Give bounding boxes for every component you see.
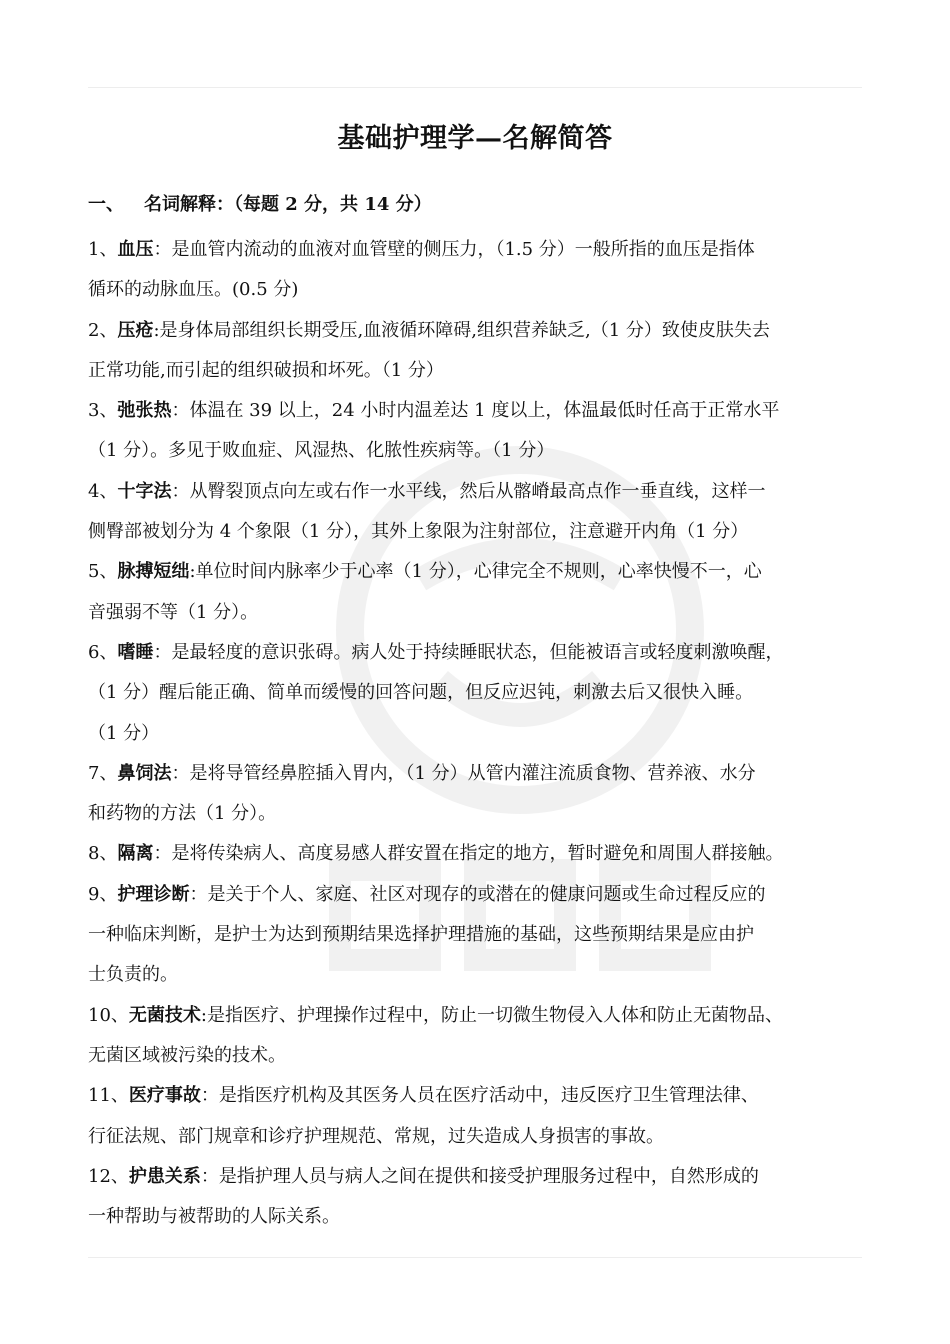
definition-number: 9、	[88, 883, 118, 905]
definition-term: 护理诊断	[117, 883, 190, 905]
definition-item	[88, 552, 888, 633]
definition-separator: ：	[171, 400, 190, 422]
definition-text-line: 是将导管经鼻腔插入胃内，（1 分）从管内灌注流质食物、营养液、水分	[189, 762, 756, 784]
definition-separator: ：	[153, 641, 172, 663]
definition-text-line: （1 分）。多见于败血症、风湿热、化脓性疾病等。（1 分）	[88, 440, 555, 462]
definition-term: 无菌技术	[128, 1004, 201, 1026]
definition-number: 4、	[88, 480, 118, 502]
definition-number: 3、	[88, 400, 118, 422]
definition-item	[88, 1076, 888, 1157]
definition-separator: ：	[200, 1165, 219, 1187]
definition-separator: ：	[153, 843, 172, 865]
page-title: 基础护理学—名解简答	[337, 123, 613, 154]
definition-text-line: 一种帮助与被帮助的人际关系。	[88, 1206, 340, 1228]
definition-number: 8、	[88, 843, 118, 865]
definition-text-line: 正常功能,而引起的组织破损和坏死。（1 分）	[88, 359, 444, 381]
definition-text-line: 单位时间内脉率少于心率（1 分），心律完全不规则，心率快慢不一，心	[195, 561, 762, 583]
definition-item	[88, 1157, 888, 1238]
definition-number: 1、	[88, 239, 118, 260]
definition-item	[88, 754, 888, 835]
definition-list	[88, 230, 888, 1237]
section-heading	[88, 190, 432, 216]
definition-term: 隔离	[117, 843, 154, 865]
definition-term: 护患关系	[128, 1165, 201, 1187]
definition-term: 压疮	[117, 319, 154, 341]
definition-text-line: 无菌区域被污染的技术。	[88, 1044, 286, 1066]
definition-text-line: 是最轻度的意识张碍。病人处于持续睡眠状态，但能被语言或轻度刺激唤醒，	[171, 641, 784, 663]
definition-term: 血压	[117, 239, 154, 260]
definition-term: 十字法	[117, 480, 172, 502]
definition-separator: :	[153, 319, 160, 341]
definition-separator: ：	[171, 480, 190, 502]
definition-term: 嗜睡	[117, 641, 154, 663]
definition-text-line: 是指护理人员与病人之间在提供和接受护理服务过程中，自然形成的	[218, 1165, 759, 1187]
section-number: 一、	[88, 194, 124, 215]
bottom-divider	[88, 1257, 862, 1258]
definition-number: 10、	[88, 1004, 129, 1026]
definition-item	[88, 633, 888, 754]
definition-text-line: 体温在 39 以上，24 小时内温差达 1 度以上，体温最低时任高于正常水平	[189, 400, 780, 422]
definition-separator: ：	[171, 762, 190, 784]
top-divider	[88, 87, 862, 88]
definition-term: 医疗事故	[128, 1085, 201, 1107]
definition-text-line: 音强弱不等（1 分）。	[88, 601, 259, 623]
definition-text-line: 是将传染病人、高度易感人群安置在指定的地方，暂时避免和周围人群接触。	[171, 843, 784, 865]
definition-text-line: 一种临床判断，是护士为达到预期结果选择护理措施的基础，这些预期结果是应由护	[88, 924, 754, 946]
definition-text-line: （1 分）醒后能正确、简单而缓慢的回答问题，但反应迟钝，刺激去后又很快入睡。	[88, 682, 754, 704]
definition-item	[88, 230, 888, 311]
definition-separator: :	[200, 1004, 207, 1026]
definition-separator: ：	[189, 883, 208, 905]
definition-item	[88, 311, 888, 392]
definition-text-line: 和药物的方法（1 分）。	[88, 803, 277, 825]
definition-separator: :	[189, 561, 196, 583]
definition-text-line: 士负责的。	[88, 964, 178, 986]
definition-separator: ：	[153, 239, 172, 260]
definition-item	[88, 996, 888, 1077]
definition-text-line: 是指医疗机构及其医务人员在医疗活动中，违反医疗卫生管理法律、	[218, 1085, 759, 1107]
definition-text-line: 是指医疗、护理操作过程中，防止一切微生物侵入人体和防止无菌物品、	[206, 1004, 783, 1026]
definition-text-line: 行征法规、部门规章和诊疗护理规范、常规，过失造成人身损害的事故。	[88, 1125, 664, 1147]
definition-text-line: 是血管内流动的血液对血管壁的侧压力，（1.5 分）一般所指的血压是指体	[171, 239, 755, 260]
definition-number: 11、	[88, 1085, 129, 1107]
definition-text-line: 循环的动脉血压。(0.5 分)	[88, 279, 299, 301]
definition-text-line: 是关于个人、家庭、社区对现存的或潜在的健康问题或生命过程反应的	[207, 883, 766, 905]
definition-term: 脉搏短绌	[117, 561, 190, 583]
section-heading-text: 名词解释：（每题 2 分，共 14 分）	[144, 194, 432, 215]
definition-item	[88, 472, 888, 553]
definition-item	[88, 875, 888, 996]
definition-text-line: （1 分）	[88, 722, 160, 744]
definition-number: 2、	[88, 319, 118, 341]
definition-item	[88, 391, 888, 472]
definition-text-line: 是身体局部组织长期受压,血液循环障碍,组织营养缺乏,（1 分）致使皮肤失去	[159, 319, 770, 341]
definition-term: 弛张热	[117, 400, 172, 422]
definition-text-line: 侧臀部被划分为 4 个象限（1 分），其外上象限为注射部位，注意避开内角（1 分）	[88, 521, 749, 543]
definition-number: 5、	[88, 561, 118, 583]
definition-item	[88, 834, 888, 874]
definition-number: 6、	[88, 641, 118, 663]
definition-number: 7、	[88, 762, 118, 784]
definition-text-line: 从臀裂顶点向左或右作一水平线，然后从髂嵴最高点作一垂直线，这样一	[189, 480, 766, 502]
definition-separator: ：	[200, 1085, 219, 1107]
definition-number: 12、	[88, 1165, 129, 1187]
definition-term: 鼻饲法	[117, 762, 172, 784]
